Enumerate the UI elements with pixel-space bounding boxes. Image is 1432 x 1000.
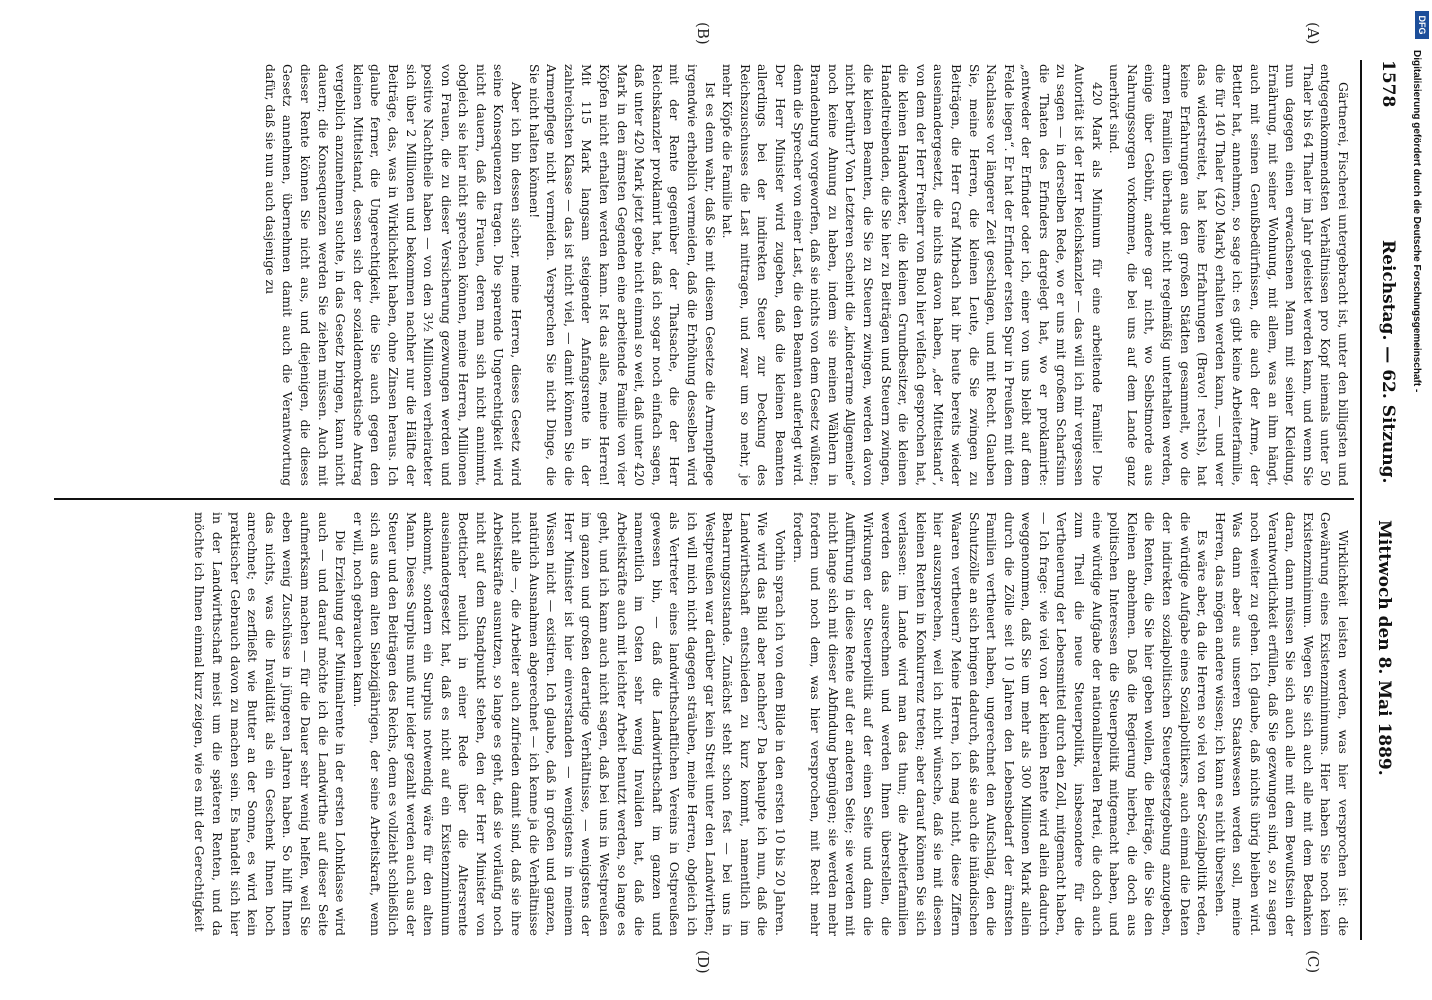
session-title: Reichstag. — 62. Sitzung. — [1378, 240, 1398, 484]
column-divider — [54, 498, 1354, 500]
left-column — [62, 64, 1352, 486]
header-rule — [1360, 60, 1362, 940]
margin-mark-b: (B) — [694, 22, 712, 45]
right-paragraph: Die Erziehung der Minimalrente in der ersten Lohnklasse wird auch — und darauf möchte ich die Landwirthe auf dieser Seite aufmerksam machen — für die Dauer sehr wenig helfen, weil Sie eben wenig Zuschüsse in jüngeren Jahren haben. So hilft Ihnen das nichts, was die Invalidität als ein Geschenk Ihnen hoch anrechnet; es zerfließt wie Butter an der Sonne, es wird kein praktischer Gebrauch davon zu machen sein. Es handelt sich hier in der Landwirthschaft meist um die späteren Renten, und da möchte ich Ihnen einmal kurz zeigen, wie es mit der Gerechtigkeit — [192, 512, 349, 936]
margin-mark-a: (A) — [1304, 22, 1322, 45]
left-paragraph: 420 Mark als Minimum für eine arbeitende Familie! Die Autorität ist der Herr Reichskanzler — das will ich mir vergessen zu sagen — in derselben Rede, wo er uns mit großem Scharfsinn die Thaten des Erfinders dargelegt hat, wo er proklamirte: „entweder der Erfinder oder ich, einer von uns bleibt auf dem Felde liegen“. Er hat der Erfinder ersten Spur in Preußen mit dem Nachlasse vor längerer Zeit geschlagen, und mit Recht. Glauben Sie, meine Herren, die kleinen Leute, die Sie zwingen zu Beiträgen, die Herr Graf Mirbach hat ihr heute bereits wieder auseinandergesetzt, die nichts davon haben, „der Mittelstand“, von dem der Herr Freiherr von Buol hier vielfach gesprochen hat, die kleinen Handwerker, die kleinen Grundbesitzer, die kleinen Handeltreibenden, die Sie hier zu Beiträgen und Steuern zwingen, die kleinen Beamten, die Sie zu Steuern zwingen, werden davon nicht berührt? Von Letzteren scheint die „kinderarme Allgemeine“ noch keine Ahnung zu haben, indem sie meinen Wählern in Brandenburg vorgeworfen, daß sie nichts von dem Gesetz wüßten; denn die Sprecher von einer Last, die den Beamten auferlegt wird. Der Herr Minister wird zugeben, daß die kleinen Beamten allerdings bei der indirekten Steuer zur Deckung des Reichszuschusses die Last mittragen, und zwar um so mehr, je mehr Köpfe die Familie hat. — [720, 64, 1105, 486]
margin-mark-c: (C) — [1304, 950, 1322, 974]
right-paragraph: Es wäre aber, da die Herren so viel von der Sozialpolitik reden, die würdige Aufgabe eines Sozialpolitikers, auch einmal die Daten der indirekten sozialpolitischen Steuergesetzgebung anzugeben, die Renten, die Sie hier geben wollen, die Beiträge, die Sie den Kleinen abnehmen. Daß die Regierung hierbei, die doch aus politischen Interessen die Steuerpolitik mitgemacht haben, und eine würdige Aufgabe der nationalliberalen Partei, die doch auch zum Theil die neue Steuerpolitik, insbesondere für die Vertheuerung der Lebensmittel durch den Zoll, mitgemacht haben, — Ich frage: wie viel von der kleinen Rente wird allein dadurch weggenommen, daß Sie um mehr als 300 Millionen Mark allein durch die Zölle seit 10 Jahren den Lebensbedarf der ärmsten Familien vertheuert haben, ungerechnet den Aufschlag, den die Schutzzölle an sich bringen dadurch, daß sie auch die inländischen Waaren vertheuern? Meine Herren, ich mag nicht, diese Ziffern hier auszusprechen, weil ich nicht wünsche, daß sie mit diesen kleinen Renten in Konkurrenz treten; aber darauf können Sie sich verlassen: im Lande wird man das thun; die Arbeiterfamilien werden das ausrechnen und werden Ihnen überstellen, die Wirkungen der Steuerpolitik auf der einen Seite und dann die Aufführung in diese Rente auf der anderen Seite; sie werden mit nicht lange sich mit dieser Abfindung begnügen; sie werden mehr fordern und noch dem, was hier versprochen, mit Recht mehr fordern. — [790, 512, 1211, 936]
margin-mark-d: (D) — [694, 950, 712, 974]
right-paragraph: Wirklichkeit leisten werden, was hier versprochen ist: die Gewährung eines Existenzminimums. Hier haben Sie noch kein Existenzminimum. Wegen Sie sich auch alle mit dem Bedanken daran, dann müssen Sie sich auch alle mit dem Bewußtsein der Verantwortlichkeit erfüllen, daß Sie gezwungen sind, so zu sagen noch weiter zu gehen. Ich glaube, daß nichts übrig bleiben wird. Was dann aber aus unseren Staatswesen werden soll, meine Herren, das mögen andere wissen; ich kann es nicht übersehen. — [1212, 512, 1351, 936]
page-date: Mittwoch den 8. Mai 1889. — [1374, 520, 1394, 776]
page-number: 1578 — [1378, 60, 1398, 108]
right-paragraph: Vorhin sprach ich von dem Bilde in den ersten 10 bis 20 Jahren. Wie wird das Bild aber nachher? Da behaupte ich nun, daß die Landwirthschaft entschieden zu kurz kommt, namentlich im Beharrungszustande. Zunächst steht schon fest — bei uns in Westpreußen war darüber gar kein Streit unter den Landwirthen; ich will mich nicht dagegen sträuben, meine Herren, obgleich ich als Vertreter eines landwirthschaftlichen Vereins in Ostpreußen gewesen bin, — daß die Landwirthschaft im ganzen und namentlich im Osten sehr wenig Invaliden hat, daß die Arbeitskräfte auch mit leichter Arbeit benutzt werden, so lange es geht, und ich kann auch nicht sagen, daß bei uns in Westpreußen im ganzen und großen derartige Verhältnisse, — wenigstens der Herr Minister ist hier einverstanden — wenigstens in meinem Wissen nicht — existiren. Ich glaube, daß in großen und ganzen, natürlich Ausnahmen abgerechnet — ich kenne ja die Verhältnisse nicht alle —, die Arbeiter auch zufrieden damit sind, daß sie ihre Arbeitskräfte ausnutzen, so lange es geht, daß sie vorläufig noch nicht auf dem Standpunkt stehen, den der Herr Minister von Boetticher neulich in einer Rede über die Altersrente auseinandergesetzt hat, daß es nicht auf ein Existenzminimum ankommt, sondern ein Surplus notwendig wäre für den alten Mann. Dieses Surplus muß nur leider gezahlt werden auch aus der Steuer und den Beiträgen des Reichs, denn es vollzieht schließlich sich aus dem alten Siebzigjährigen, der seine Arbeitskraft, wenn er will, noch gebrauchen kann. — [350, 512, 788, 936]
left-paragraph: Aber ich bin dessen sicher, meine Herren, dieses Gesetz wird seine Konsequenzen tragen. Die sparende Ungerechtigkeit wird nicht dauern, daß die Frauen, deren man sich nicht annimmt, obgleich sie hier nicht sprechen können, meine Herren, Millionen von Frauen, die zu dieser Versicherung gezwungen werden und positive Nachtheile haben — von den 3½ Millionen verheirateter sich über 2 Millionen und bekommen nachher nur die Hälfte der Beiträge, das, was in Wirklichkeit haben, ohne Zinsen heraus. Ich glaube ferner, die Ungerechtigkeit, die Sie auch gegen den kleinen Mittelstand, dessen sich der sozialdemokratische Antrag vergeblich anzunehmen suchte, in das Gesetz bringen, kann nicht dauern; die Konsequenzen werden Sie ziehen müssen. Auch mit dieser Rente können Sie nicht aus, und diejenigen, die dieses Gesetz annehmen, übernehmen damit auch die Verantwortung dafür, daß sie nun auch dasjenige zu — [262, 64, 525, 486]
right-column — [62, 512, 1352, 936]
left-paragraph: Gärtnerei, Fischerei untergebracht ist, unter den billigsten und entgegenkommendsten Verhältnissen pro Kopf niemals unter 50 Thaler bis 64 Thaler im Jahr geleistet werden kann, und wenn Sie nun dagegen einen erwachsenen Mann mit seiner Kleidung, Ernährung, mit seiner Wohnung, mit allem, was an ihm hängt, auch mit seinen Genußbedürfnissen, die auch der Arme, der Bettler hat, annehmen, so sage ich: es gibt keine Arbeiterfamilie, die für 140 Thaler (420 Mark) erhalten werden kann, — und wer das widerstreitet, hat keine Erfahrungen (Bravo! rechts), hat keine Erfahrungen aus den großen Städten gesammelt, wo die armen Familien überhaupt nicht regelmäßig unterhalten werden, einige über Gebühr, andere gar nicht, wo Selbstmorde aus Nahrungssorgen vorkommen, die bei uns auf dem Lande ganz unerhört sind. — [1107, 64, 1351, 486]
dfg-logo: DFG — [1415, 11, 1429, 39]
credit-text: Digitalisierung gefördert durch die Deutsche Forschungsgemeinschaft - — [1411, 50, 1422, 393]
credit-vertical — [1412, 10, 1432, 980]
left-paragraph: Ist es denn wahr, daß Sie mit diesem Gesetze die Armenpflege irgendwie erheblich vermeiden, daß die Erhöhung desselben wird mit der Rente gegenüber der Thatsache, die der Herr Reichskanzler proklamirt hat, daß ich sogar noch einfach sagen, daß unter 420 Mark jetzt gebe nicht einmal so weit, daß unter 420 Mark in den ärmsten Gegenden eine arbeitende Familie von vier Köpfen nicht erhalten werden kann. Ist das alles, meine Herren! Mit 115 Mark langsam steigender Anfangsrente in der zahlreichsten Klasse — das ist nicht viel, — damit können Sie die Armenpflege nicht vermeiden. Versprechen Sie nicht Dinge, die Sie nicht halten können! — [526, 64, 718, 486]
